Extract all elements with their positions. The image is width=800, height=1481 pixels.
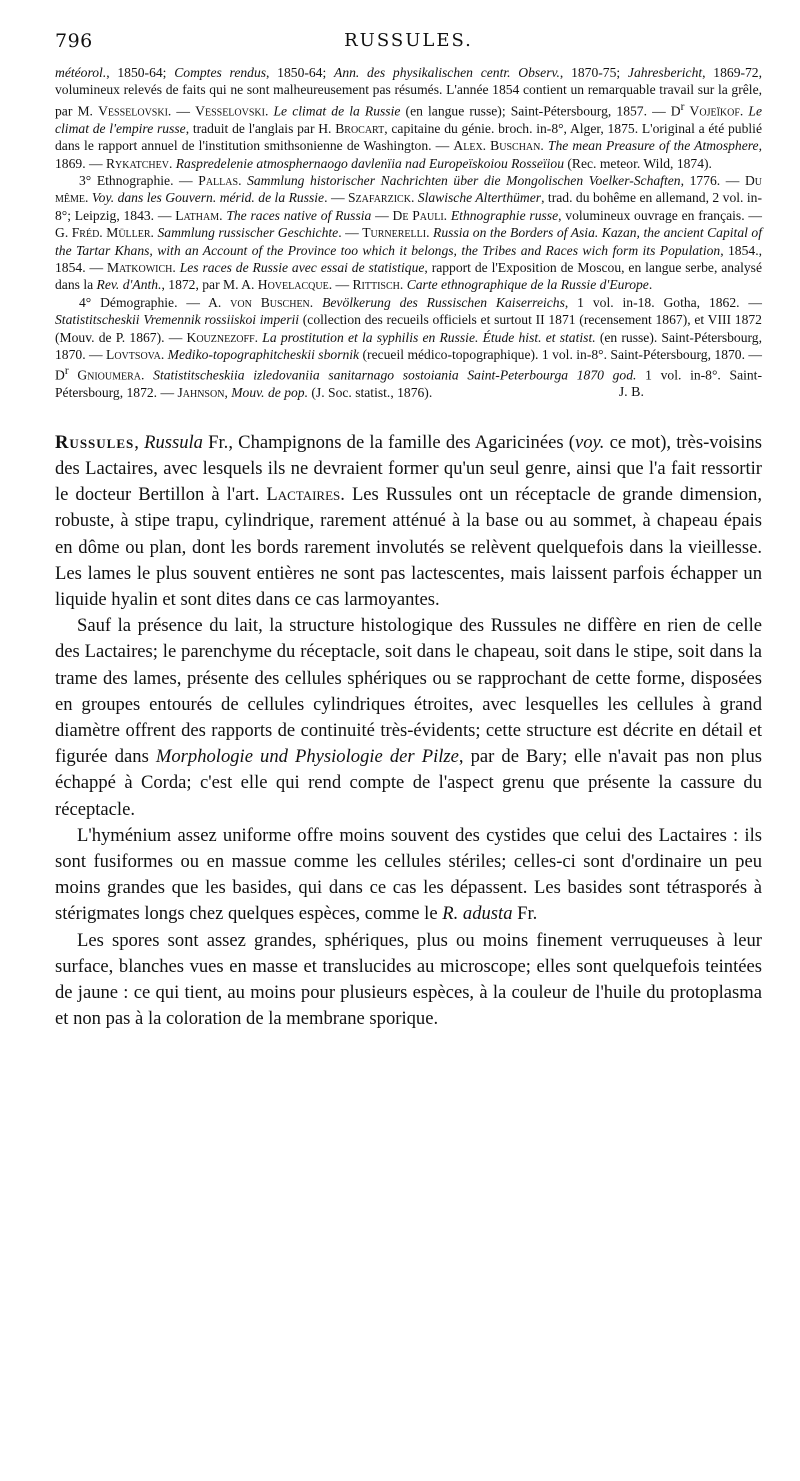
bibliography-paragraph: météorol., 1850-64; Comptes rendus, 1850-64; Ann. des physikalischen centr. Observ., 1870-75; Jahresbericht, 1869-72, volumineux relevés de faits qui ne sont malheureusement pas résumés. L'année 1854 contient un remarquable travail sur la grêle, par M. Vesselovski. — Vesselovski. Le climat de la Russie (en langue russe); Saint-Pétersbourg, 1857. — $D^r$ Vojeïkof. Le climat de l'empire russe, traduit de l'anglais par H. Brocart, capitaine du génie. broch. in-8°, Alger, 1875. L'original a été publié dans le rapport annuel de l'institution smithsonienne de Washington. — Alex. Buschan. The mean Preasure of the Atmosphere, 1869. — Rykatchev. Raspredelenie atmosphernaogo davlenïia nad Europeïskoiou Rosseïiou (Rec. meteor. Wild, 1874).: [55, 65, 763, 171]
bibliography: [55, 64, 762, 402]
article-paragraph: Russules, Russula Fr., Champignons de la famille des Agaricinées (voy. ce mot), très-voisins des Lactaires, avec lesquels ils ne devraient former qu'un seul genre, ainsi que l'a fait ressortir le docteur Bertillon à l'art. Lactaires. Les Russules ont un réceptacle de grande dimension, robuste, à stipe trapu, cylindrique, rarement atténué à la base ou au sommet, à chapeau épais en dôme ou plan, dont les bords rarement involutés se relèvent quelquefois dans la vieillesse. Les lames le plus souvent entières ne sont pas lactescentes, mais laissent parfois échapper un liquide hyalin et sont dites dans ce cas larmoyantes.: [55, 431, 762, 610]
bibliography-paragraph: 3° Ethnographie. — Pallas. Sammlung historischer Nachrichten über die Mongolischen Voelker-Schaften, 1776. — Du même. Voy. dans les Gouvern. mérid. de la Russie. — Szafarzick. Slawische Alterthümer, trad. du bohême en allemand, 2 vol. in-8°; Leipzig, 1843. — Latham. The races native of Russia — De Pauli. Ethnographie russe, volumineux ouvrage en français. — G. Fréd. Müller. Sammlung russischer Geschichte. — Turnerelli. Russia on the Borders of Asia. Kazan, the ancient Capital of the Tartar Khans, with an Account of the Province too which it belongs, the Tribes and Races wich form its Population, 1854., 1854. — Matkowich. Les races de Russie avec essai de statistique, rapport de l'Exposition de Moscou, en langue serbe, analysé dans la Rev. d'Anth., 1872, par M. A. Hovelacque. — Rittisch. Carte ethnographique de la Russie d'Europe.: [55, 172, 763, 293]
author-signature: J. B.: [618, 384, 644, 400]
article-paragraph: L'hyménium assez uniforme offre moins souvent des cystides que celui des Lactaires : ils sont fusiformes ou en massue comme les cellules stériles; celles-ci sont d'ordinaire un peu moins grandes que les basides, qui dans ce cas les dépassent. Les basides sont tétrasporés à stérigmates longs chez quelques espèces, comme le R. adusta Fr.: [55, 824, 762, 925]
bibliography-paragraph: 4° Démographie. — A. von Buschen. Bevölkerung des Russischen Kaiserreichs, 1 vol. in-18. Gotha, 1862. — Statistitscheskii Vremennik rossiiskoi imperii (collection des recueils officiels et surtout II 1871 (recensement 1867), et VIII 1872 (Mouv. de P. 1867). — Kouznezoff. La prostitution et la syphilis en Russie. Étude hist. et statist. (en russe). Saint-Pétersbourg, 1870. — Lovtsova. Mediko-topographitcheskii sbornik (recueil médico-topographique). 1 vol. in-8°. Saint-Pétersbourg, 1870. — $D^r$ Gnioumera. Statistitscheskiia izledovaniia sanitarnago sostoiania Saint-Peterbourga 1870 god. 1 vol. in-8°. Saint-Pétersbourg, 1872. — Jahnson, Mouv. de pop. (J. Soc. statist., 1876).: [55, 294, 763, 401]
article-paragraph: Sauf la présence du lait, la structure histologique des Russules ne diffère en rien de celle des Lactaires; le parenchyme du réceptacle, soit dans le chapeau, soit dans le stipe, soit dans la trame des lames, présente des cellules sphériques ou se rapprochant de cette forme, disposées en groupes entourés de cellules cylindriques étroites, avec lesquelles les cellules à grand diamètre offrent des rapports de continuité très-évidents; cette structure est décrite en détail et figurée dans Morphologie und Physiologie der Pilze, par de Bary; elle n'avait pas non plus échappé à Corda; c'est elle qui rend compte de l'aspect grenu que présente la cassure du réceptacle.: [55, 615, 762, 820]
headword: Russules: [55, 431, 135, 453]
article-paragraph: Les spores sont assez grandes, sphériques, plus ou moins finement verruqueuses à leur surface, blanches vues en masse et translucides au microscope; elles sont quelquefois teintées de jaune : ce qui tient, au moins pour plusieurs espèces, à la couleur de l'huile du protoplasma et non pas à la coloration de la membrane sporique.: [55, 929, 762, 1030]
page-header: [55, 30, 762, 56]
page-number: 796: [55, 30, 93, 52]
running-title: RUSSULES.: [344, 30, 473, 51]
article-body: [55, 430, 762, 1033]
